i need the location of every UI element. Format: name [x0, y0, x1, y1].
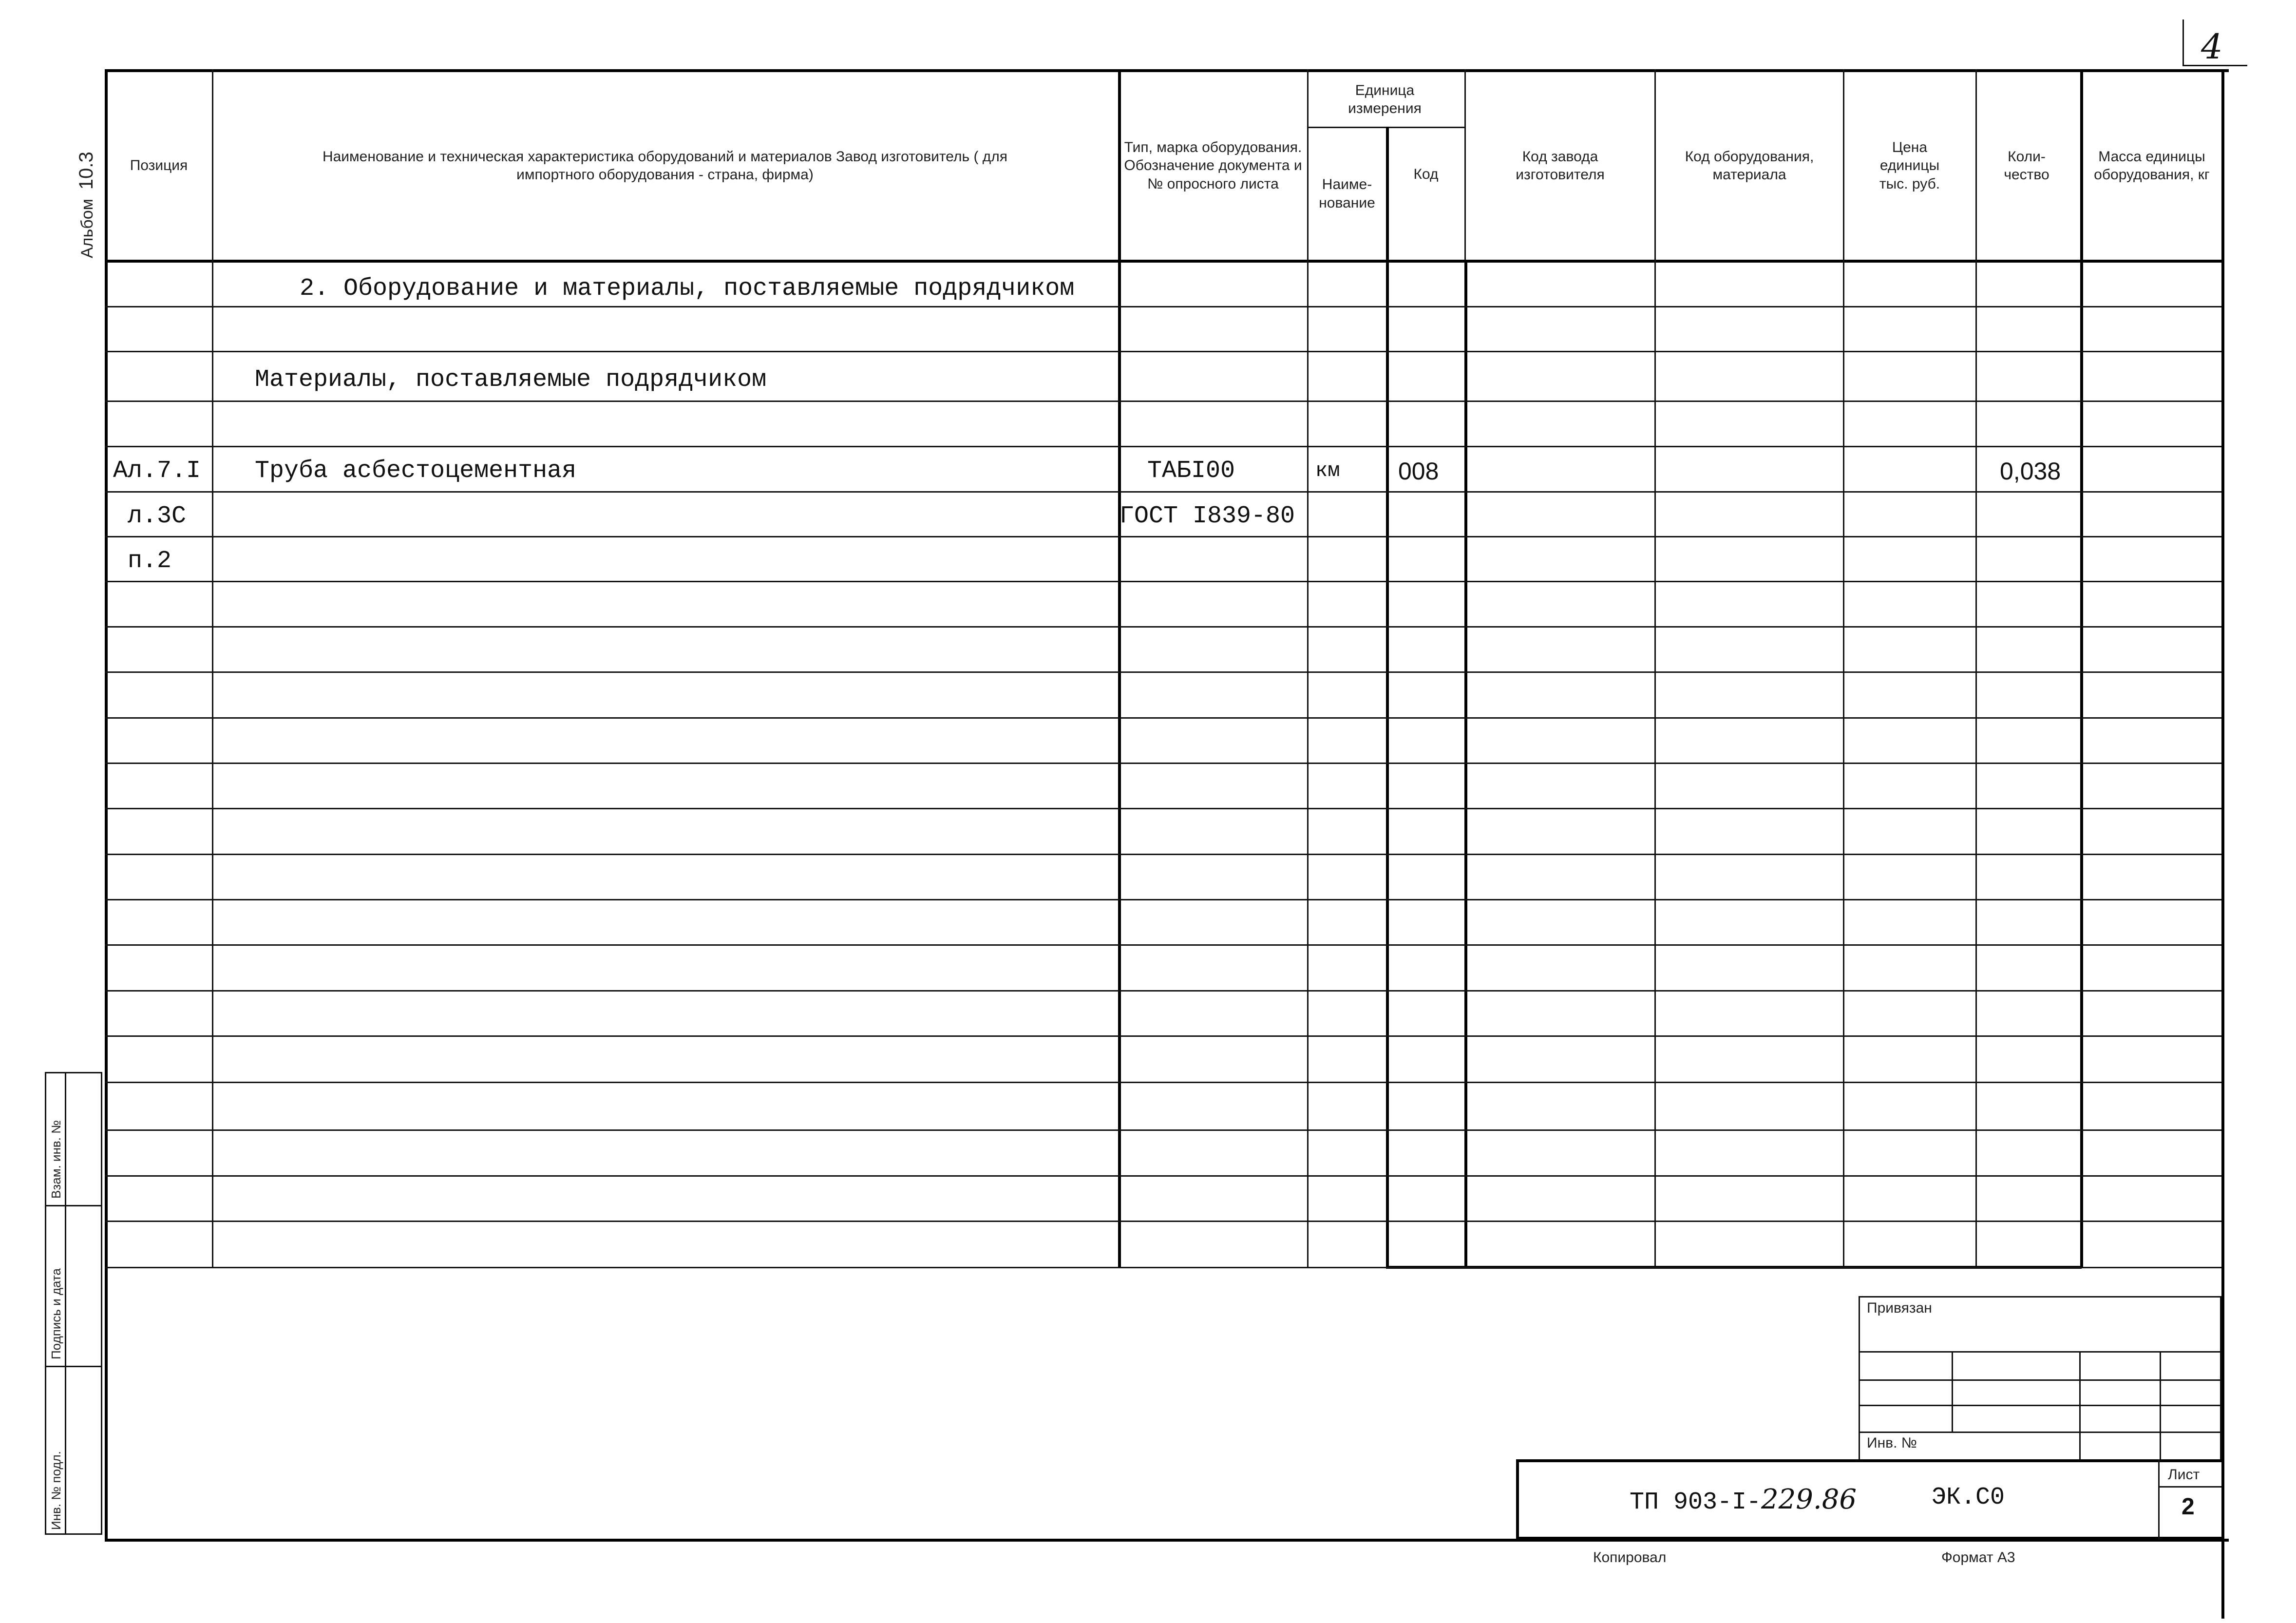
- col-header-equipment-code: Код оборудования, материала: [1685, 148, 1814, 183]
- item-unit-name: км: [1315, 459, 1340, 482]
- stamp-inv-label: Инв. № подл.: [49, 1451, 63, 1530]
- col-header-position: Позиция: [130, 157, 188, 174]
- title-block: [1516, 1459, 2221, 1540]
- section-title: 2. Оборудование и материалы, поставляемые подрядчиком: [300, 275, 1075, 303]
- corner-sheet-number: 4: [2201, 27, 2223, 67]
- stamp-sign-label: Подпись и дата: [49, 1268, 63, 1359]
- frame-right: [2221, 69, 2224, 1619]
- item-position-1: Ал.7.I: [113, 457, 201, 485]
- col-header-quantity: Коли- чество: [2004, 148, 2049, 183]
- item-unit-code: 008: [1398, 458, 1439, 485]
- col-header-type: Тип, марка оборудования. Обозначение документа и № опросного листа: [1124, 139, 1302, 192]
- item-type-1: ТАБI00: [1147, 457, 1235, 485]
- col-header-unit-code: Код: [1413, 166, 1439, 182]
- copied-label: Копировал: [1593, 1549, 1667, 1566]
- frame-left: [105, 69, 108, 1541]
- item-position-2: л.3С: [128, 502, 187, 530]
- format-label: Формат А3: [1941, 1549, 2015, 1566]
- stamp-replace-label: Взам. инв. №: [49, 1120, 63, 1199]
- subsection-title: Материалы, поставляемые подрядчиком: [255, 366, 767, 394]
- linked-label: Привязан: [1867, 1300, 1932, 1316]
- col-header-factory-code: Код завода изготовителя: [1516, 148, 1605, 183]
- col-header-unit-name: Наиме- нование: [1319, 176, 1375, 211]
- sheet-number: 2: [2182, 1494, 2195, 1520]
- item-quantity: 0,038: [2000, 458, 2061, 485]
- doc-code: ЭК.С0: [1932, 1484, 2005, 1511]
- doc-number: ТП 903-I-229.86: [1630, 1484, 1857, 1516]
- col-header-name: Наименование и техническая характеристика оборудований и материалов Завод изготовитель ( для импортного оборудования - страна, фирма): [322, 148, 1008, 183]
- col-header-price: Цена единицы тыс. руб.: [1879, 139, 1940, 192]
- item-position-3: п.2: [128, 547, 172, 575]
- album-label: Альбом 10.3: [76, 152, 97, 258]
- col-header-mass: Масса единицы оборудования, кг: [2094, 148, 2210, 183]
- col-header-unit-group: Единица измерения: [1348, 82, 1422, 116]
- inv-no-label: Инв. №: [1867, 1435, 1917, 1451]
- item-name: Труба асбестоцементная: [255, 457, 577, 485]
- frame-top: [105, 69, 2229, 72]
- sheet-label: Лист: [2168, 1467, 2200, 1483]
- item-type-2: ГОСТ I839-80: [1120, 502, 1295, 530]
